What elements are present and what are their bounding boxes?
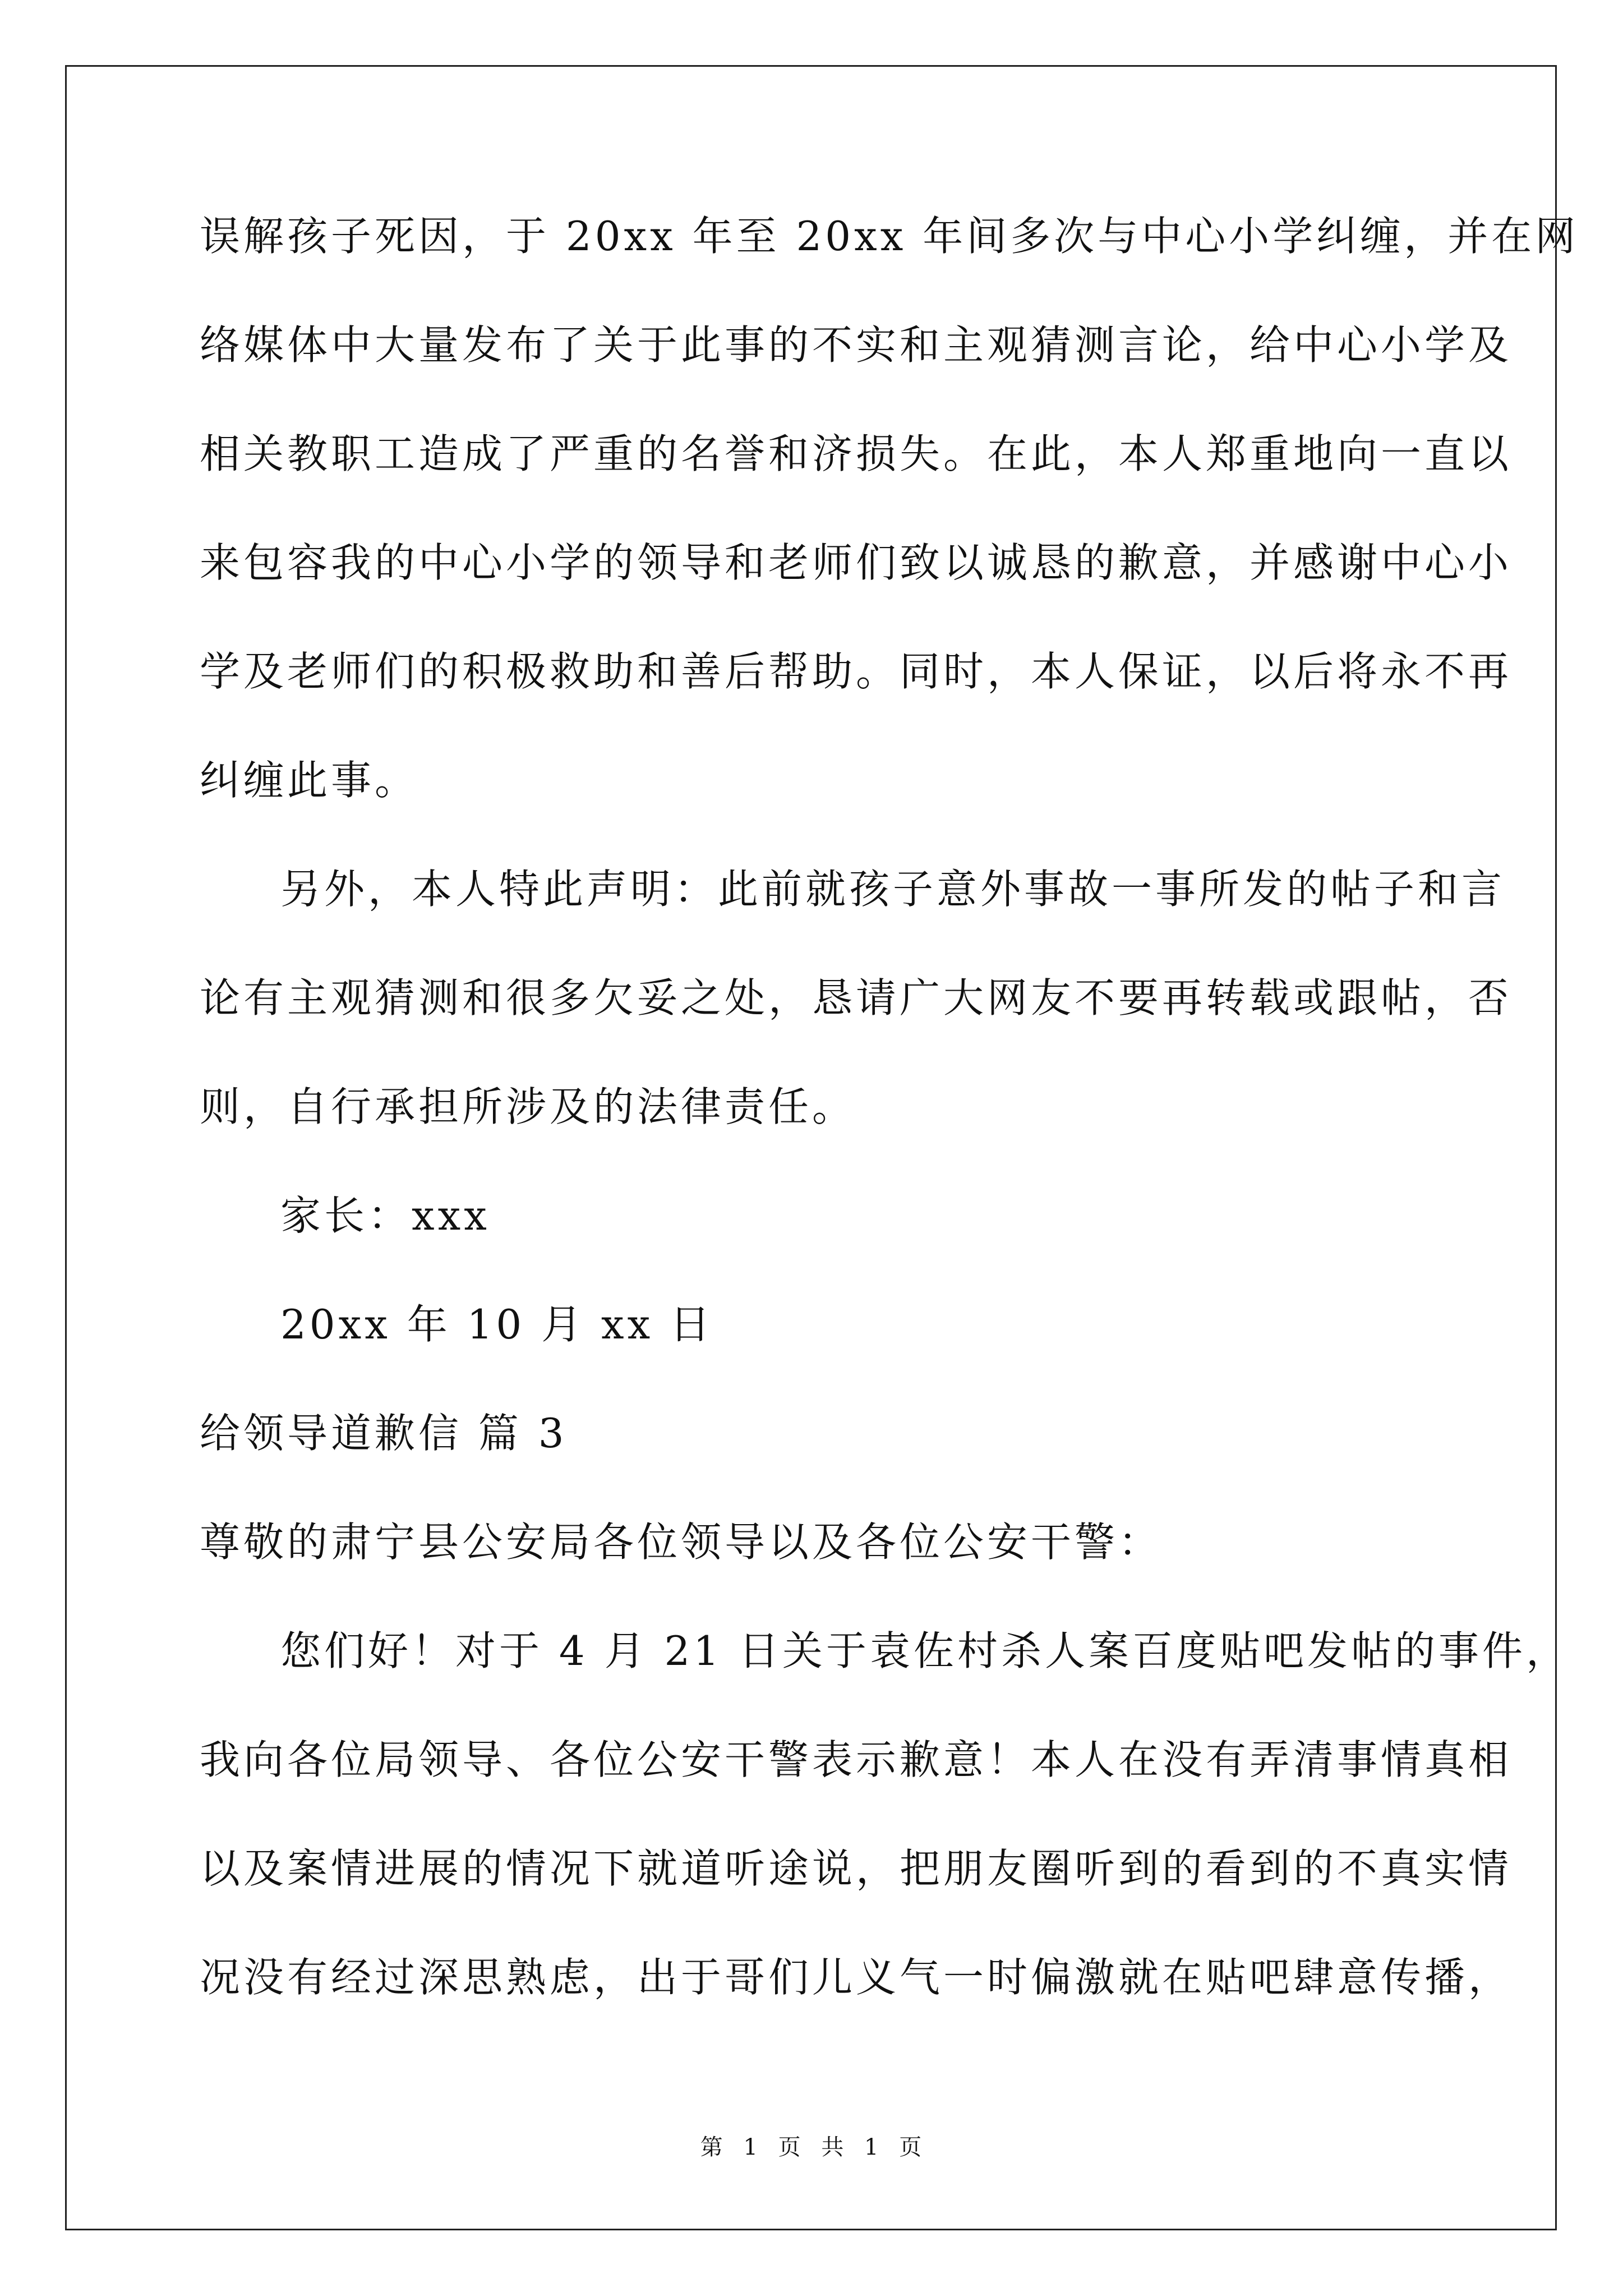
page-border	[65, 65, 1557, 2230]
text-line: 学及老师们的积极救助和善后帮助。同时，本人保证，以后将永不再	[200, 648, 1513, 695]
text-line: 相关教职工造成了严重的名誉和济损失。在此，本人郑重地向一直以	[200, 430, 1513, 477]
text-line: 误解孩子死因，于 20xx 年至 20xx 年间多次与中心小学纠缠，并在网	[200, 213, 1579, 260]
signature-date: 20xx 年 10 月 xx 日	[280, 1301, 714, 1348]
signature-parent: 家长：xxx	[280, 1192, 490, 1239]
text-line: 则，自行承担所涉及的法律责任。	[200, 1083, 856, 1130]
salutation: 尊敬的肃宁县公安局各位领导以及各位公安干警：	[200, 1519, 1163, 1566]
section-heading: 给领导道歉信 篇 3	[200, 1410, 568, 1457]
text-line: 况没有经过深思熟虑，出于哥们儿义气一时偏激就在贴吧肆意传播，	[200, 1954, 1513, 2001]
text-line: 论有主观猜测和很多欠妥之处，恳请广大网友不要再转载或跟帖，否	[200, 974, 1513, 1022]
text-line: 纠缠此事。	[200, 757, 419, 804]
text-line: 我向各位局领导、各位公安干警表示歉意！本人在没有弄清事情真相	[200, 1736, 1513, 1783]
paragraph-first-line: 另外，本人特此声明：此前就孩子意外事故一事所发的帖子和言	[280, 866, 1506, 913]
paragraph-first-line: 您们好！对于 4 月 21 日关于袁佐村杀人案百度贴吧发帖的事件，	[280, 1627, 1570, 1674]
text-line: 来包容我的中心小学的领导和老师们致以诚恳的歉意，并感谢中心小	[200, 539, 1513, 586]
page-number-footer: 第 1 页 共 1 页	[700, 2134, 923, 2160]
text-line: 络媒体中大量发布了关于此事的不实和主观猜测言论，给中心小学及	[200, 321, 1513, 369]
text-line: 以及案情进展的情况下就道听途说，把朋友圈听到的看到的不真实情	[200, 1845, 1513, 1892]
